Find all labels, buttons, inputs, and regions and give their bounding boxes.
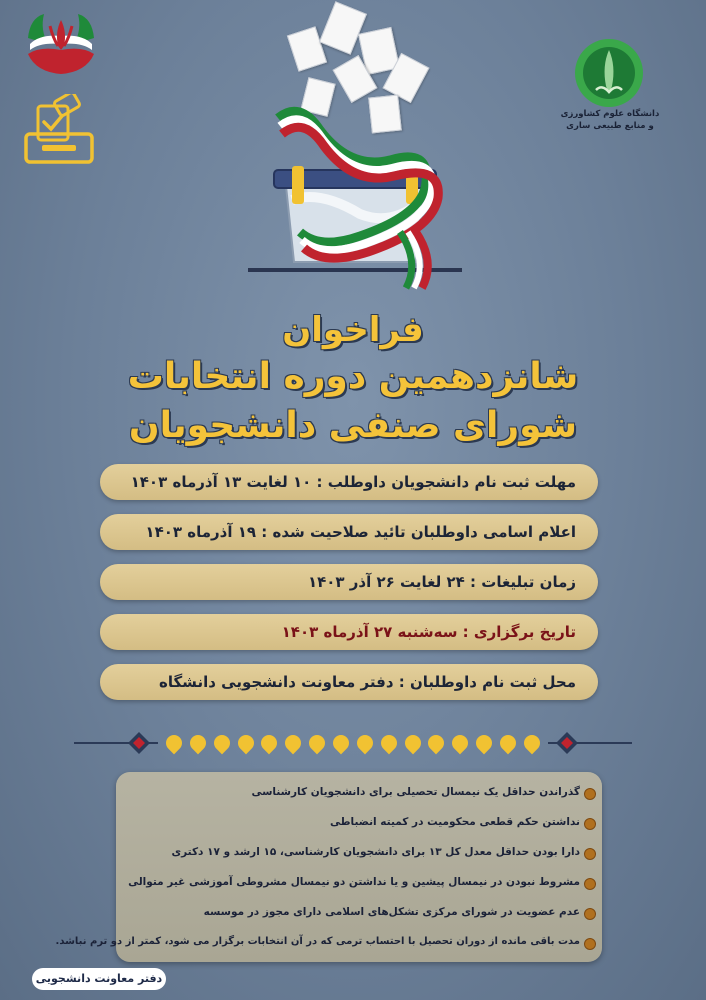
divider-dot [210,732,233,755]
bullet-icon [584,908,596,920]
footer-label: دفتر معاونت دانشجویی [32,968,166,990]
requirement-text: نداشتن حکم قطعی محکومیت در کمیته انضباطی [330,816,580,828]
ballot-box-icon [22,94,100,164]
requirement-item [172,846,581,858]
divider-dot [377,732,400,755]
requirement-item [204,906,580,918]
bullet-icon [584,818,596,830]
requirement-item [128,876,580,888]
divider-dot [354,732,377,755]
divider-dot [449,732,472,755]
divider-dot [187,732,210,755]
requirement-text: گذراندن حداقل یک نیمسال تحصیلی برای دانشجویان کارشناسی [251,786,580,798]
ornament-left-icon [126,730,152,756]
university-logo-icon [572,36,646,110]
divider-dot [521,732,544,755]
ornament-right-icon [554,730,580,756]
divider-dot [234,732,257,755]
title-line1: فراخوان [282,310,424,350]
university-name-line1: دانشگاه علوم کشاورزی [560,109,660,119]
requirement-text: مدت باقی مانده از دوران تحصیل با احتساب ترمی که در آن انتخابات برگزار می شود، کمتر از دو ترم نباشد. [55,936,580,947]
requirement-text: دارا بودن حداقل معدل کل ۱۳ برای دانشجویان کارشناسی، ۱۵ ارشد و ۱۷ دکتری [171,846,580,858]
title-line3: شورای صنفی دانشجویان [128,405,578,446]
divider-dot [306,732,329,755]
requirement-item [56,936,580,947]
university-name [558,108,662,132]
bullet-icon [584,788,596,800]
requirements-box [55,772,602,962]
ballot-box-illustration [240,0,470,300]
divider-dot [258,732,281,755]
registration-location-pill: محل ثبت نام داوطلبان : دفتر معاونت دانشجویی دانشگاه [100,664,598,700]
divider-dot [163,732,186,755]
divider-dot [425,732,448,755]
title-line2: شانزدهمین دوره انتخابات [127,356,579,397]
requirement-text: مشروط نبودن در نیمسال پیشین و یا نداشتن دو نیمسال مشروطی آموزشی غیر متوالی [128,876,580,888]
divider-dot [473,732,496,755]
registration-deadline-pill: مهلت ثبت نام دانشجویان داوطلب : ۱۰ لغایت ۱۳ آذرماه ۱۴۰۳ [100,464,598,500]
requirement-text: عدم عضویت در شورای مرکزی تشکل‌های اسلامی دارای مجوز در موسسه [203,906,580,918]
divider-dots [166,733,540,753]
bullet-icon [584,878,596,890]
requirement-item [330,816,580,828]
divider-dot [401,732,424,755]
iran-emblem-icon [20,10,102,82]
bullet-icon [584,848,596,860]
campaign-period-pill: زمان تبلیغات : ۲۴ لغایت ۲۶ آذر ۱۴۰۳ [100,564,598,600]
candidates-announcement-pill: اعلام اسامی داوطلبان تائید صلاحیت شده : ۱۹ آذرماه ۱۴۰۳ [100,514,598,550]
divider-dot [282,732,305,755]
divider-dot [497,732,520,755]
requirement-item [251,786,580,798]
election-date-pill: تاریخ برگزاری : سه‌شنبه ۲۷ آذرماه ۱۴۰۳ [100,614,598,650]
divider-dot [330,732,353,755]
university-name-line2: و منابع طبیعی ساری [566,121,654,131]
bullet-icon [584,938,596,950]
